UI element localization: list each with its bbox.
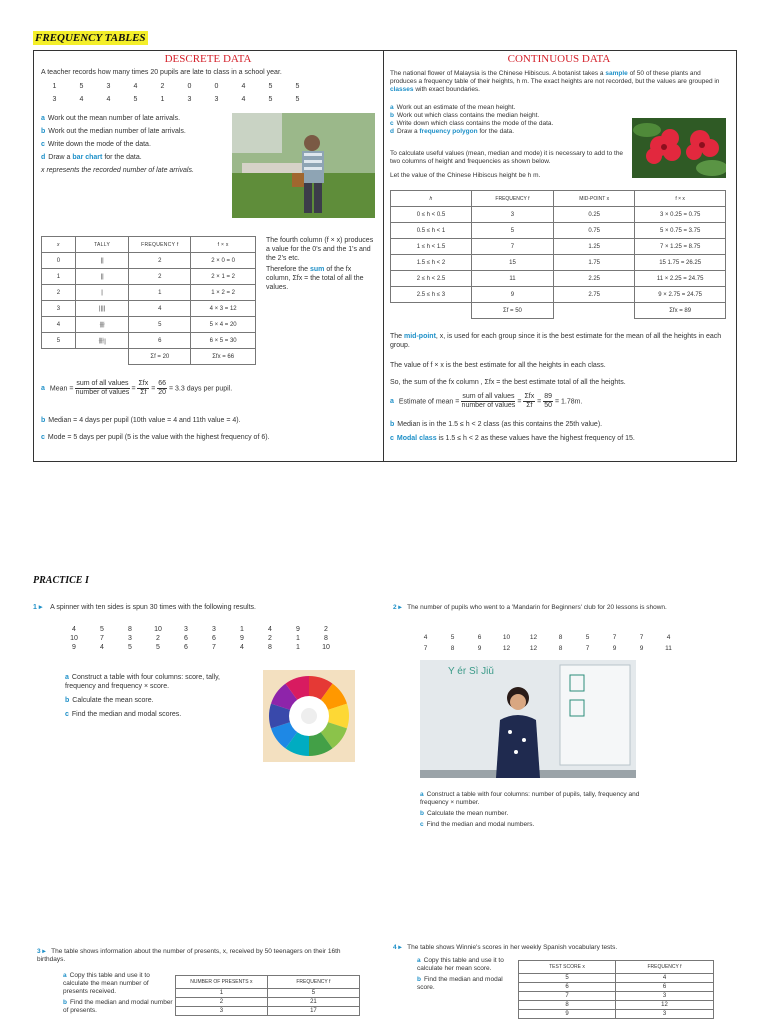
data-value: 4 — [666, 634, 671, 641]
estimate-mean-line: a Estimate of mean = $\frac{\text{sum of all values}}{\text{number of values}}$ = $\frac{\text{Σfx}}{\Sigma f}$ = $\frac{89}{50}$ = 1.78m. — [390, 393, 583, 409]
table-cell: 0 — [42, 253, 76, 269]
data-value: 6 — [184, 635, 188, 642]
data-value: 7 — [100, 635, 104, 642]
data-value: 9 — [612, 645, 617, 652]
table-row — [391, 287, 726, 303]
table-cell: 2.75 — [554, 287, 635, 303]
student-photo-svg — [232, 113, 375, 218]
discrete-intro: A teacher records how many times 20 pupils are late to class in a school year. — [41, 69, 282, 76]
table-cell: 0 ≤ h < 0.5 — [391, 207, 472, 223]
table-cell: 2 — [42, 285, 76, 301]
table-cell: 1.75 — [554, 255, 635, 271]
data-value: 3 — [184, 626, 188, 633]
table-cell: 5 — [42, 333, 76, 349]
table-row — [391, 255, 726, 271]
data-value: 7 — [423, 645, 428, 652]
hibiscus-photo-svg — [632, 118, 726, 178]
table-cell: 17 — [267, 1007, 359, 1016]
data-value: 1 — [160, 96, 165, 103]
data-value: 5 — [585, 634, 590, 641]
table-cell: 1 — [42, 269, 76, 285]
data-value: 2 — [156, 635, 160, 642]
x-represents-note: x represents the recorded number of late arrivals. — [41, 167, 194, 174]
q4-table: TEST SCORE x FREQUENCY f 5 4 6 6 7 3 8 12 9 3 — [518, 960, 714, 1019]
data-value: 4 — [240, 644, 244, 651]
table-cell: | — [75, 285, 129, 301]
table-cell: 6 × 5 = 30 — [191, 333, 256, 349]
table-cell: || — [75, 269, 129, 285]
data-value: 4 — [100, 644, 104, 651]
table-row — [391, 223, 726, 239]
data-value: 12 — [529, 634, 538, 641]
table-row — [176, 989, 360, 998]
frequency-polygon-link[interactable]: frequency polygon — [419, 128, 478, 135]
table-cell: 7 × 1.25 = 8.75 — [635, 239, 726, 255]
data-value: 1 — [52, 83, 57, 90]
discrete-frequency-table: x TALLY FREQUENCY f f × x 0 || 2 2 × 0 = 0 1 || 2 2 × 1 = 2 2 | 1 1 × 2 = 2 3 |||| 4 4 × 3 = 12 4 卌 5 5 × 4 = 20 5 卌| 6 6 × 5 = 30 Σf = 20 Σfx = 66 — [41, 236, 256, 365]
data-value: 5 — [156, 644, 160, 651]
table-cell: 2 ≤ h < 2.5 — [391, 271, 472, 287]
discrete-tasks: a Work out the mean number of late arrivals. b Work out the median number of late arrivals. c Write down the mode of the data. d Draw a bar chart for the data. x represents the recorded number of late arrivals. — [41, 114, 231, 175]
table-cell: 1 × 2 = 2 — [191, 285, 256, 301]
q4-tasks: a Copy this table and use it to calculate her mean score. b Find the median and modal score. — [417, 957, 504, 991]
spinner-svg — [263, 670, 355, 762]
data-value: 5 — [133, 96, 138, 103]
table-row — [391, 207, 726, 223]
data-value: 5 — [79, 83, 84, 90]
table-row — [519, 992, 714, 1001]
continuous-tasks: a Work out an estimate of the mean height. b Work out which class contains the median height. c Write down which class contains the mode of the data. d Draw a frequency polygon for the data. — [390, 104, 554, 135]
data-value: 10 — [502, 634, 511, 641]
data-value: 5 — [450, 634, 455, 641]
data-value: 9 — [72, 644, 76, 651]
data-value: 5 — [295, 96, 300, 103]
hibiscus-photo — [632, 118, 726, 178]
table-row — [42, 301, 256, 317]
table-cell: 7 — [519, 992, 616, 1001]
data-value: 10 — [154, 626, 162, 633]
table-row — [42, 253, 256, 269]
table-cell: 7 — [471, 239, 553, 255]
table-row — [176, 1007, 360, 1016]
data-value: 12 — [502, 645, 511, 652]
data-value: 12 — [529, 645, 538, 652]
data-value: 6 — [212, 635, 216, 642]
table-row — [391, 271, 726, 287]
table-cell: 0.5 ≤ h < 1 — [391, 223, 472, 239]
data-value: 9 — [639, 645, 644, 652]
student-photo — [232, 113, 375, 218]
table-row — [519, 1001, 714, 1010]
data-value: 1 — [296, 644, 300, 651]
q3-text: 3 ▸ The table shows information about the number of presents, x, received by 50 teenagers on their 16th birthdays. — [37, 948, 341, 963]
table-cell: 1.25 — [554, 239, 635, 255]
table-cell: 3 × 0.25 = 0.75 — [635, 207, 726, 223]
table-row — [391, 239, 726, 255]
cont-sum-fx: Σfx = 89 — [635, 303, 726, 319]
data-value: 7 — [639, 634, 644, 641]
practice-title: PRACTICE I — [33, 575, 89, 586]
table-cell: 15 1.75 = 26.25 — [635, 255, 726, 271]
data-value: 6 — [184, 644, 188, 651]
data-value: 1 — [296, 635, 300, 642]
table-cell: 15 — [471, 255, 553, 271]
table-cell: 6 — [615, 983, 713, 992]
data-value: 5 — [268, 83, 273, 90]
data-value: 9 — [477, 645, 482, 652]
table-cell: 卌 — [75, 317, 129, 333]
data-value: 3 — [52, 96, 57, 103]
data-value: 4 — [268, 626, 272, 633]
q2-tasks: a Construct a table with four columns: number of pupils, tally, frequency and frequency × number. b Calculate the mean number. c Find the median and modal numbers. — [420, 791, 640, 828]
discrete-mode-line: c Mode = 5 days per pupil (5 is the value with the highest frequency of 6). — [41, 434, 270, 441]
table-cell: |||| — [75, 301, 129, 317]
continuous-median-line: b Median is in the 1.5 ≤ h < 2 class (as this contains the 25th value). — [390, 421, 603, 428]
page-title: FREQUENCY TABLES — [35, 32, 146, 44]
table-cell: 2 — [129, 269, 191, 285]
data-value: 5 — [100, 626, 104, 633]
table-cell: 5 — [129, 317, 191, 333]
data-value: 4 — [79, 96, 84, 103]
data-value: 5 — [268, 96, 273, 103]
continuous-calc-note: To calculate useful values (mean, median and mode) it is necessary to add to the two columns of height and frequencies as shown below. — [390, 150, 624, 165]
data-value: 0 — [214, 83, 219, 90]
sum-fx: Σfx = 66 — [191, 349, 256, 365]
table-cell: 2 × 0 = 0 — [191, 253, 256, 269]
table-cell: 4 — [615, 974, 713, 983]
data-value: 1 — [240, 626, 244, 633]
table-cell: 3 — [615, 1010, 713, 1019]
table-cell: 3 — [615, 992, 713, 1001]
data-value: 11 — [665, 645, 672, 652]
table-row — [42, 285, 256, 301]
table-row — [519, 1010, 714, 1019]
data-value: 9 — [240, 635, 244, 642]
data-value: 10 — [70, 635, 78, 642]
table-cell: 2 × 1 = 2 — [191, 269, 256, 285]
bar-chart-link[interactable]: bar chart — [72, 154, 103, 161]
discrete-side-note: The fourth column (f × x) produces a value for the 0's and the 1's and the 2's etc. Therefore the sum of the fx column, Σfx = the total of all the values. — [266, 237, 374, 291]
table-row — [519, 983, 714, 992]
data-value: 3 — [106, 83, 111, 90]
discrete-raw-data — [41, 82, 311, 104]
data-value: 3 — [214, 96, 219, 103]
data-value: 5 — [128, 644, 132, 651]
table-cell: 1.5 ≤ h < 2 — [391, 255, 472, 271]
table-cell: 12 — [615, 1001, 713, 1010]
data-value: 7 — [212, 644, 216, 651]
value-note: The value of f × x is the best estimate for all the heights in each class. — [390, 362, 606, 369]
table-cell: 2.25 — [554, 271, 635, 287]
data-value: 8 — [268, 644, 272, 651]
cont-sum-f: Σf = 50 — [471, 303, 553, 319]
data-value: 9 — [296, 626, 300, 633]
data-value: 4 — [133, 83, 138, 90]
q1-raw-data — [60, 625, 360, 652]
continuous-let-note: Let the value of the Chinese Hibiscus height be h m. — [390, 172, 541, 179]
table-cell: 4 — [42, 317, 76, 333]
discrete-mean-line: a Mean = $\frac{\text{sum of all values}}{\text{number of values}}$ = $\frac{\text{Σfx}}{\Sigma f}$ = $\frac{66}{20}$ = 3.3 days per pupil. — [41, 380, 233, 396]
data-value: 3 — [212, 626, 216, 633]
q1-tasks: a Construct a table with four columns: score, tally, frequency and frequency × score. b Calculate the mean score. c Find the median and modal scores. — [65, 674, 221, 718]
data-value: 2 — [268, 635, 272, 642]
data-value: 8 — [558, 645, 563, 652]
table-cell: 3 — [471, 207, 553, 223]
table-cell: 2.5 ≤ h ≤ 3 — [391, 287, 472, 303]
table-cell: 11 — [471, 271, 553, 287]
classroom-photo — [420, 660, 636, 778]
table-row — [42, 317, 256, 333]
table-cell: 9 — [471, 287, 553, 303]
table-cell: 9 — [519, 1010, 616, 1019]
data-value: 8 — [450, 645, 455, 652]
table-cell: 卌| — [75, 333, 129, 349]
data-value: 6 — [477, 634, 482, 641]
q4-text: 4 ▸ The table shows Winnie's scores in her weekly Spanish vocabulary tests. — [393, 944, 618, 951]
q3-tasks: a Copy this table and use it to calculate the mean number of presents received. b Find the median and modal number of presents. — [63, 972, 173, 1014]
sum-note: So, the sum of the fx column , Σfx = the best estimate total of all the heights. — [390, 379, 626, 386]
data-value: 8 — [558, 634, 563, 641]
table-cell: 21 — [267, 998, 359, 1007]
continuous-modal-line: c Modal class is 1.5 ≤ h < 2 as these values have the highest frequency of 15. — [390, 435, 635, 442]
table-cell: 1 — [129, 285, 191, 301]
table-cell: 3 — [176, 1007, 268, 1016]
table-row — [42, 333, 256, 349]
data-value: 0 — [187, 83, 192, 90]
table-cell: 0.75 — [554, 223, 635, 239]
table-cell: 0.25 — [554, 207, 635, 223]
sum-f: Σf = 20 — [129, 349, 191, 365]
table-cell: 5 — [471, 223, 553, 239]
q2-text: 2 ▸ The number of pupils who went to a 'Mandarin for Beginners' club for 20 lessons is shown. — [393, 604, 667, 611]
data-value: 7 — [585, 645, 590, 652]
table-cell: 9 × 2.75 = 24.75 — [635, 287, 726, 303]
data-value: 4 — [72, 626, 76, 633]
table-cell: 4 × 3 = 12 — [191, 301, 256, 317]
data-value: 5 — [295, 83, 300, 90]
data-value: 8 — [128, 626, 132, 633]
q2-raw-data — [412, 634, 712, 653]
spinner-image — [263, 670, 355, 762]
table-cell: 5 — [519, 974, 616, 983]
data-value: 3 — [128, 635, 132, 642]
table-cell: 8 — [519, 1001, 616, 1010]
table-cell: 5 × 0.75 = 3.75 — [635, 223, 726, 239]
data-value: 8 — [324, 635, 328, 642]
table-cell: 1 — [176, 989, 268, 998]
table-cell: 5 × 4 = 20 — [191, 317, 256, 333]
midpoint-note: The mid-point, x, is used for each group since it is the best estimate for the mean of all the heights in each group. — [390, 333, 722, 349]
data-value: 4 — [106, 96, 111, 103]
discrete-median-line: b Median = 4 days per pupil (10th value = 4 and 11th value = 4). — [41, 417, 241, 424]
table-row — [519, 974, 714, 983]
table-cell: || — [75, 253, 129, 269]
data-value: 3 — [187, 96, 192, 103]
table-cell: 6 — [519, 983, 616, 992]
q1-text: 1 ▸ A spinner with ten sides is spun 30 times with the following results. — [33, 604, 256, 611]
table-cell: 2 — [129, 253, 191, 269]
table-cell: 4 — [129, 301, 191, 317]
discrete-title: DESCRETE DATA — [164, 53, 252, 65]
data-value: 7 — [612, 634, 617, 641]
table-row — [42, 269, 256, 285]
board-writing: Y ér Sì Jiǔ — [448, 666, 494, 677]
data-value: 2 — [324, 626, 328, 633]
data-value: 4 — [241, 96, 246, 103]
table-cell: 5 — [267, 989, 359, 998]
data-value: 4 — [241, 83, 246, 90]
table-row — [176, 998, 360, 1007]
column-divider — [383, 51, 384, 461]
table-cell: 1 ≤ h < 1.5 — [391, 239, 472, 255]
table-cell: 6 — [129, 333, 191, 349]
data-value: 10 — [322, 644, 330, 651]
table-cell: 3 — [42, 301, 76, 317]
data-value: 4 — [423, 634, 428, 641]
table-cell: 11 × 2.25 = 24.75 — [635, 271, 726, 287]
continuous-frequency-table: h FREQUENCY f MID-POINT x f × x 0 ≤ h < 0.5 3 0.25 3 × 0.25 = 0.75 0.5 ≤ h < 1 5 0.75 5 × 0.75 = 3.75 1 ≤ h < 1.5 7 1.25 7 × 1.25 = 8.75 1.5 ≤ h < 2 15 1.75 15 1.75 = 26.25 2 ≤ h < 2.5 11 2.25 11 × 2.25 = 24.75 2.5 ≤ h ≤ 3 9 2.75 9 × 2.75 = 24.75 Σf = 50 Σfx = 89 — [390, 190, 726, 319]
continuous-title: CONTINUOUS DATA — [507, 53, 611, 65]
q3-table: NUMBER OF PRESENTS x FREQUENCY f 1 5 2 21 3 17 — [175, 975, 360, 1016]
continuous-intro: The national flower of Malaysia is the Chinese Hibiscus. A botanist takes a sample of 50 of these plants and produces a frequency table of their heights, h m. The exact heights are not recorded, but the values are grouped in classes with exact boundaries. — [390, 70, 720, 93]
data-value: 2 — [160, 83, 165, 90]
table-cell: 2 — [176, 998, 268, 1007]
